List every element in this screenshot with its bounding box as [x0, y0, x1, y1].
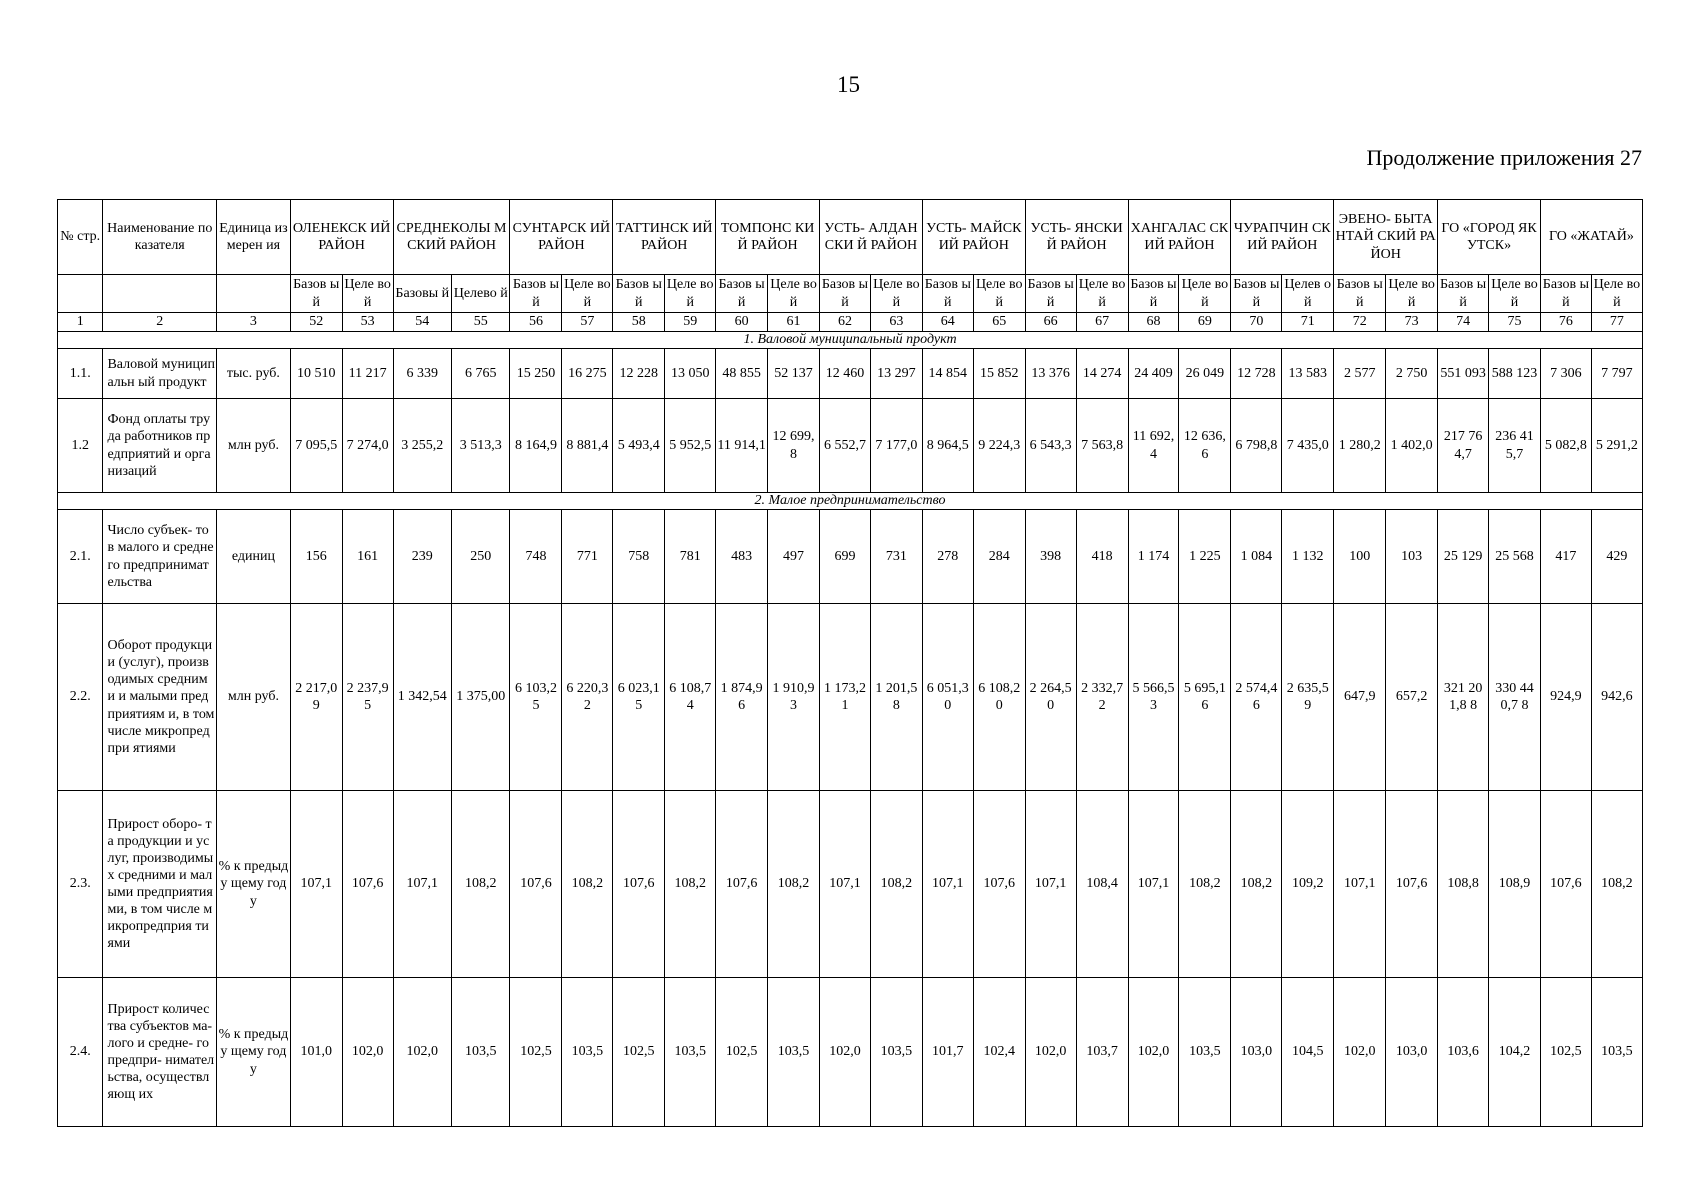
unit: % к предыду щему году [217, 791, 291, 978]
base-value: 24 409 [1128, 349, 1179, 399]
indicator-name: Число субъек- тов малого и среднего предпринимат ельства [103, 510, 217, 604]
base-value: 647,9 [1334, 604, 1386, 791]
indicator-name: Фонд оплаты труда работников предприятий и организаций [103, 399, 217, 493]
base-value: 102,5 [1540, 978, 1591, 1127]
base-value: 107,1 [922, 791, 973, 978]
header-district: ТАТТИНСК ИЙ РАЙОН [613, 200, 716, 275]
column-number: 69 [1179, 313, 1231, 332]
target-value: 103,0 [1386, 978, 1438, 1127]
base-value: 48 855 [716, 349, 768, 399]
base-value: 14 854 [922, 349, 973, 399]
base-value: 156 [290, 510, 342, 604]
target-value: 14 274 [1076, 349, 1128, 399]
base-value: 6 103,2 5 [510, 604, 562, 791]
base-value: 100 [1334, 510, 1386, 604]
base-value: 10 510 [290, 349, 342, 399]
unit: единиц [217, 510, 291, 604]
section-title: 2. Малое предпринимательство [58, 493, 1643, 510]
target-value: 7 563,8 [1076, 399, 1128, 493]
target-value: 2 750 [1386, 349, 1438, 399]
table-row [58, 510, 1643, 604]
column-number: 59 [665, 313, 716, 332]
header-district: ОЛЕНЕКСК ИЙ РАЙОН [290, 200, 393, 275]
target-value: 5 695,1 6 [1179, 604, 1231, 791]
target-value: 731 [870, 510, 922, 604]
base-value: 107,1 [1128, 791, 1179, 978]
header-district: ГО «ГОРОД ЯКУТСК» [1438, 200, 1541, 275]
target-value: 107,6 [1386, 791, 1438, 978]
base-value: 6 023,1 5 [613, 604, 665, 791]
table-header-row [58, 200, 1643, 275]
appendix-continuation-title: Продолжение приложения 27 [1366, 145, 1642, 170]
target-value: 497 [768, 510, 820, 604]
base-value: 102,5 [510, 978, 562, 1127]
column-number: 57 [562, 313, 613, 332]
subheader-target: Целе вой [1386, 275, 1438, 313]
target-value: 108,2 [1591, 791, 1642, 978]
target-value: 108,2 [870, 791, 922, 978]
target-value: 103,5 [870, 978, 922, 1127]
target-value: 161 [342, 510, 393, 604]
header-district: ЭВЕНО- БЫТАНТАЙ СКИЙ РАЙОН [1334, 200, 1438, 275]
subheader-target: Целе вой [1489, 275, 1541, 313]
base-value: 6 543,3 [1025, 399, 1076, 493]
base-value: 1 174 [1128, 510, 1179, 604]
base-value: 6 798,8 [1231, 399, 1282, 493]
target-value: 108,2 [452, 791, 510, 978]
column-number: 53 [342, 313, 393, 332]
table-row [58, 791, 1643, 978]
target-value: 6 220,3 2 [562, 604, 613, 791]
subheader-base: Базов ый [1438, 275, 1489, 313]
target-value: 13 050 [665, 349, 716, 399]
base-value: 6 051,3 0 [922, 604, 973, 791]
column-number: 56 [510, 313, 562, 332]
table-row [58, 399, 1643, 493]
target-value: 15 852 [973, 349, 1025, 399]
subheader-target: Целе вой [870, 275, 922, 313]
base-value: 107,1 [1334, 791, 1386, 978]
base-value: 103,0 [1231, 978, 1282, 1127]
target-value: 5 291,2 [1591, 399, 1642, 493]
base-value: 107,6 [510, 791, 562, 978]
column-number: 54 [393, 313, 451, 332]
column-number: 3 [217, 313, 291, 332]
base-value: 107,1 [820, 791, 871, 978]
target-value: 104,2 [1489, 978, 1541, 1127]
target-value: 7 274,0 [342, 399, 393, 493]
indicator-name: Прирост количества субъектов ма- лого и средне- го предпри- нимательства, осуществляющ их [103, 978, 217, 1127]
column-number: 64 [922, 313, 973, 332]
column-number: 74 [1438, 313, 1489, 332]
header-district: УСТЬ- АЛДАНСКИ Й РАЙОН [820, 200, 923, 275]
target-value: 250 [452, 510, 510, 604]
indicators-table [57, 199, 1643, 1127]
header-district: УСТЬ- МАЙСКИЙ РАЙОН [922, 200, 1025, 275]
base-value: 12 728 [1231, 349, 1282, 399]
table-subheader-row [58, 275, 1643, 313]
unit: тыс. руб. [217, 349, 291, 399]
target-value: 771 [562, 510, 613, 604]
base-value: 12 228 [613, 349, 665, 399]
target-value: 330 440,7 8 [1489, 604, 1541, 791]
column-number: 73 [1386, 313, 1438, 332]
page-number: 15 [837, 72, 860, 97]
header-unit: Единица измерен ия [217, 200, 291, 275]
header-district: УСТЬ- ЯНСКИЙ РАЙОН [1025, 200, 1128, 275]
column-number: 75 [1489, 313, 1541, 332]
header-row-number: № стр. [58, 200, 103, 275]
target-value: 11 217 [342, 349, 393, 399]
target-value: 7 797 [1591, 349, 1642, 399]
target-value: 103,7 [1076, 978, 1128, 1127]
target-value: 52 137 [768, 349, 820, 399]
unit: % к предыду щему году [217, 978, 291, 1127]
subheader-target: Целе вой [1591, 275, 1642, 313]
base-value: 8 164,9 [510, 399, 562, 493]
base-value: 15 250 [510, 349, 562, 399]
subheader-base: Базов ый [1128, 275, 1179, 313]
target-value: 284 [973, 510, 1025, 604]
target-value: 8 881,4 [562, 399, 613, 493]
subheader-base: Базовы й [393, 275, 451, 313]
base-value: 217 764,7 [1438, 399, 1489, 493]
target-value: 13 583 [1282, 349, 1334, 399]
base-value: 1 084 [1231, 510, 1282, 604]
base-value: 25 129 [1438, 510, 1489, 604]
subheader-base: Базов ый [1231, 275, 1282, 313]
column-number: 58 [613, 313, 665, 332]
target-value: 1 402,0 [1386, 399, 1438, 493]
target-value: 657,2 [1386, 604, 1438, 791]
column-number: 67 [1076, 313, 1128, 332]
base-value: 108,8 [1438, 791, 1489, 978]
subheader-target: Целе вой [342, 275, 393, 313]
base-value: 2 264,5 0 [1025, 604, 1076, 791]
target-value: 1 375,00 [452, 604, 510, 791]
target-value: 942,6 [1591, 604, 1642, 791]
target-value: 102,4 [973, 978, 1025, 1127]
row-number: 2.3. [58, 791, 103, 978]
base-value: 398 [1025, 510, 1076, 604]
header-district: ГО «ЖАТАЙ» [1540, 200, 1642, 275]
base-value: 103,6 [1438, 978, 1489, 1127]
section-row [58, 493, 1643, 510]
subheader-target: Целев ой [1282, 275, 1334, 313]
column-number: 72 [1334, 313, 1386, 332]
column-number: 76 [1540, 313, 1591, 332]
base-value: 2 577 [1334, 349, 1386, 399]
base-value: 102,0 [1334, 978, 1386, 1127]
base-value: 3 255,2 [393, 399, 451, 493]
target-value: 588 123 [1489, 349, 1541, 399]
column-number: 55 [452, 313, 510, 332]
subheader-base: Базов ый [290, 275, 342, 313]
base-value: 748 [510, 510, 562, 604]
base-value: 101,7 [922, 978, 973, 1127]
base-value: 12 460 [820, 349, 871, 399]
base-value: 5 082,8 [1540, 399, 1591, 493]
base-value: 7 306 [1540, 349, 1591, 399]
base-value: 8 964,5 [922, 399, 973, 493]
target-value: 103,5 [452, 978, 510, 1127]
base-value: 102,0 [1128, 978, 1179, 1127]
header-district: СРЕДНЕКОЛЫ МСКИЙ РАЙОН [393, 200, 510, 275]
header-district: ХАНГАЛАС СКИЙ РАЙОН [1128, 200, 1231, 275]
row-number: 2.2. [58, 604, 103, 791]
target-value: 25 568 [1489, 510, 1541, 604]
header-district: ЧУРАПЧИН СКИЙ РАЙОН [1231, 200, 1334, 275]
row-number: 1.1. [58, 349, 103, 399]
target-value: 7 177,0 [870, 399, 922, 493]
target-value: 12 699,8 [768, 399, 820, 493]
target-value: 16 275 [562, 349, 613, 399]
target-value: 103,5 [562, 978, 613, 1127]
base-value: 417 [1540, 510, 1591, 604]
column-number: 70 [1231, 313, 1282, 332]
base-value: 107,6 [716, 791, 768, 978]
header-district: ТОМПОНС КИЙ РАЙОН [716, 200, 820, 275]
target-value: 103,5 [1179, 978, 1231, 1127]
target-value: 1 201,5 8 [870, 604, 922, 791]
column-number: 77 [1591, 313, 1642, 332]
base-value: 483 [716, 510, 768, 604]
base-value: 102,0 [1025, 978, 1076, 1127]
base-value: 278 [922, 510, 973, 604]
header-indicator-name: Наименование показателя [103, 200, 217, 275]
subheader-target: Целе вой [973, 275, 1025, 313]
column-number-row [58, 313, 1643, 332]
base-value: 551 093 [1438, 349, 1489, 399]
subheader-base: Базов ый [922, 275, 973, 313]
subheader-base: Базов ый [1025, 275, 1076, 313]
column-number: 71 [1282, 313, 1334, 332]
target-value: 107,6 [342, 791, 393, 978]
table-row [58, 604, 1643, 791]
target-value: 2 237,9 5 [342, 604, 393, 791]
subheader-base: Базов ый [510, 275, 562, 313]
base-value: 6 339 [393, 349, 451, 399]
target-value: 1 132 [1282, 510, 1334, 604]
target-value: 104,5 [1282, 978, 1334, 1127]
target-value: 6 108,7 4 [665, 604, 716, 791]
target-value: 6 765 [452, 349, 510, 399]
target-value: 109,2 [1282, 791, 1334, 978]
target-value: 108,9 [1489, 791, 1541, 978]
target-value: 26 049 [1179, 349, 1231, 399]
column-number: 62 [820, 313, 871, 332]
base-value: 924,9 [1540, 604, 1591, 791]
target-value: 108,2 [1179, 791, 1231, 978]
subheader-base: Базов ый [820, 275, 871, 313]
base-value: 1 874,9 6 [716, 604, 768, 791]
base-value: 5 493,4 [613, 399, 665, 493]
target-value: 108,2 [665, 791, 716, 978]
subheader-base: Базов ый [613, 275, 665, 313]
base-value: 107,1 [1025, 791, 1076, 978]
target-value: 108,2 [562, 791, 613, 978]
section-row [58, 332, 1643, 349]
base-value: 13 376 [1025, 349, 1076, 399]
subheader-target: Целево й [452, 275, 510, 313]
target-value: 103,5 [768, 978, 820, 1127]
target-value: 1 225 [1179, 510, 1231, 604]
column-number: 65 [973, 313, 1025, 332]
column-number: 60 [716, 313, 768, 332]
base-value: 239 [393, 510, 451, 604]
table-row [58, 349, 1643, 399]
base-value: 321 201,8 8 [1438, 604, 1489, 791]
indicator-name: Прирост оборо- та продукции и услуг, производимых средними и малыми предприятиями, в том числе микропредприя тиями [103, 791, 217, 978]
table-row [58, 978, 1643, 1127]
column-number: 66 [1025, 313, 1076, 332]
base-value: 7 095,5 [290, 399, 342, 493]
base-value: 11 692,4 [1128, 399, 1179, 493]
subheader-target: Целе вой [665, 275, 716, 313]
target-value: 108,2 [768, 791, 820, 978]
target-value: 429 [1591, 510, 1642, 604]
base-value: 2 217,0 9 [290, 604, 342, 791]
subheader-target: Целе вой [768, 275, 820, 313]
base-value: 1 173,2 1 [820, 604, 871, 791]
base-value: 11 914,1 [716, 399, 768, 493]
base-value: 6 552,7 [820, 399, 871, 493]
base-value: 102,0 [393, 978, 451, 1127]
target-value: 781 [665, 510, 716, 604]
base-value: 107,1 [393, 791, 451, 978]
target-value: 2 635,5 9 [1282, 604, 1334, 791]
target-value: 1 910,9 3 [768, 604, 820, 791]
target-value: 13 297 [870, 349, 922, 399]
base-value: 1 280,2 [1334, 399, 1386, 493]
subheader-base: Базов ый [716, 275, 768, 313]
column-number: 1 [58, 313, 103, 332]
subheader-base: Базов ый [1540, 275, 1591, 313]
target-value: 7 435,0 [1282, 399, 1334, 493]
target-value: 9 224,3 [973, 399, 1025, 493]
target-value: 236 415,7 [1489, 399, 1541, 493]
row-number: 2.4. [58, 978, 103, 1127]
subheader-base: Базов ый [1334, 275, 1386, 313]
base-value: 2 574,4 6 [1231, 604, 1282, 791]
base-value: 108,2 [1231, 791, 1282, 978]
indicator-name: Валовой муниципальн ый продукт [103, 349, 217, 399]
base-value: 102,5 [613, 978, 665, 1127]
base-value: 1 342,54 [393, 604, 451, 791]
target-value: 5 952,5 [665, 399, 716, 493]
target-value: 103,5 [1591, 978, 1642, 1127]
column-number: 61 [768, 313, 820, 332]
target-value: 103 [1386, 510, 1438, 604]
base-value: 107,6 [1540, 791, 1591, 978]
target-value: 6 108,2 0 [973, 604, 1025, 791]
header-district: СУНТАРСК ИЙ РАЙОН [510, 200, 613, 275]
base-value: 5 566,5 3 [1128, 604, 1179, 791]
base-value: 107,1 [290, 791, 342, 978]
target-value: 103,5 [665, 978, 716, 1127]
column-number: 2 [103, 313, 217, 332]
section-title: 1. Валовой муниципальный продукт [58, 332, 1643, 349]
row-number: 2.1. [58, 510, 103, 604]
subheader-target: Целе вой [1179, 275, 1231, 313]
target-value: 107,6 [973, 791, 1025, 978]
subheader-target: Целе вой [562, 275, 613, 313]
row-number: 1.2 [58, 399, 103, 493]
base-value: 107,6 [613, 791, 665, 978]
unit: млн руб. [217, 604, 291, 791]
base-value: 758 [613, 510, 665, 604]
target-value: 12 636,6 [1179, 399, 1231, 493]
subheader-target: Целе вой [1076, 275, 1128, 313]
target-value: 2 332,7 2 [1076, 604, 1128, 791]
base-value: 699 [820, 510, 871, 604]
target-value: 3 513,3 [452, 399, 510, 493]
base-value: 102,5 [716, 978, 768, 1127]
target-value: 108,4 [1076, 791, 1128, 978]
column-number: 68 [1128, 313, 1179, 332]
unit: млн руб. [217, 399, 291, 493]
target-value: 418 [1076, 510, 1128, 604]
base-value: 101,0 [290, 978, 342, 1127]
column-number: 63 [870, 313, 922, 332]
column-number: 52 [290, 313, 342, 332]
indicator-name: Оборот продукции (услуг), производимых средними и малыми предприятиям и, в том числе микропредпри ятиями [103, 604, 217, 791]
base-value: 102,0 [820, 978, 871, 1127]
target-value: 102,0 [342, 978, 393, 1127]
